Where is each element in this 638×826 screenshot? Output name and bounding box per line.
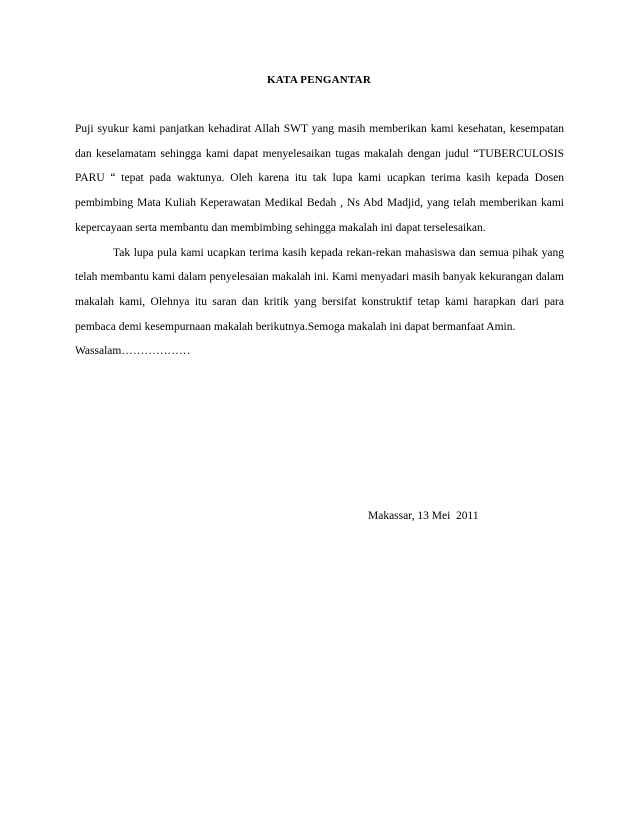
place-and-date: Makassar, 13 Mei 2011 [368, 510, 479, 522]
closing-salutation: Wassalam……………… [75, 345, 191, 358]
paragraph-1: Puji syukur kami panjatkan kehadirat Allah SWT yang masih memberikan kami kesehatan, kesempatan dan keselamatam sehingga kami dapat menyelesaikan tugas makalah dengan judul “TUBERCULOSIS PARU “ tepat pada waktunya. Oleh karena itu tak lupa kami ucapkan terima kasih kepada Dosen pembimbing Mata Kuliah Keperawatan Medikal Bedah , Ns Abd Madjid, yang telah memberikan kami kepercayaan serta membantu dan membimbing sehingga makalah ini dapat terselesaikan. [75, 123, 564, 234]
paragraph-2: Tak lupa pula kami ucapkan terima kasih kepada rekan-rekan mahasiswa dan semua pihak yang telah membantu kami dalam penyelesaian makalah ini. Kami menyadari masih banyak kekurangan dalam makalah kami, Olehnya itu saran dan kritik yang bersifat konstruktif tetap kami harapkan dari para pembaca demi kesempurnaan makalah berikutnya.Semoga makalah ini dapat bermanfaat Amin. [75, 246, 564, 333]
document-body [75, 117, 564, 364]
page-title: KATA PENGANTAR [267, 74, 371, 86]
